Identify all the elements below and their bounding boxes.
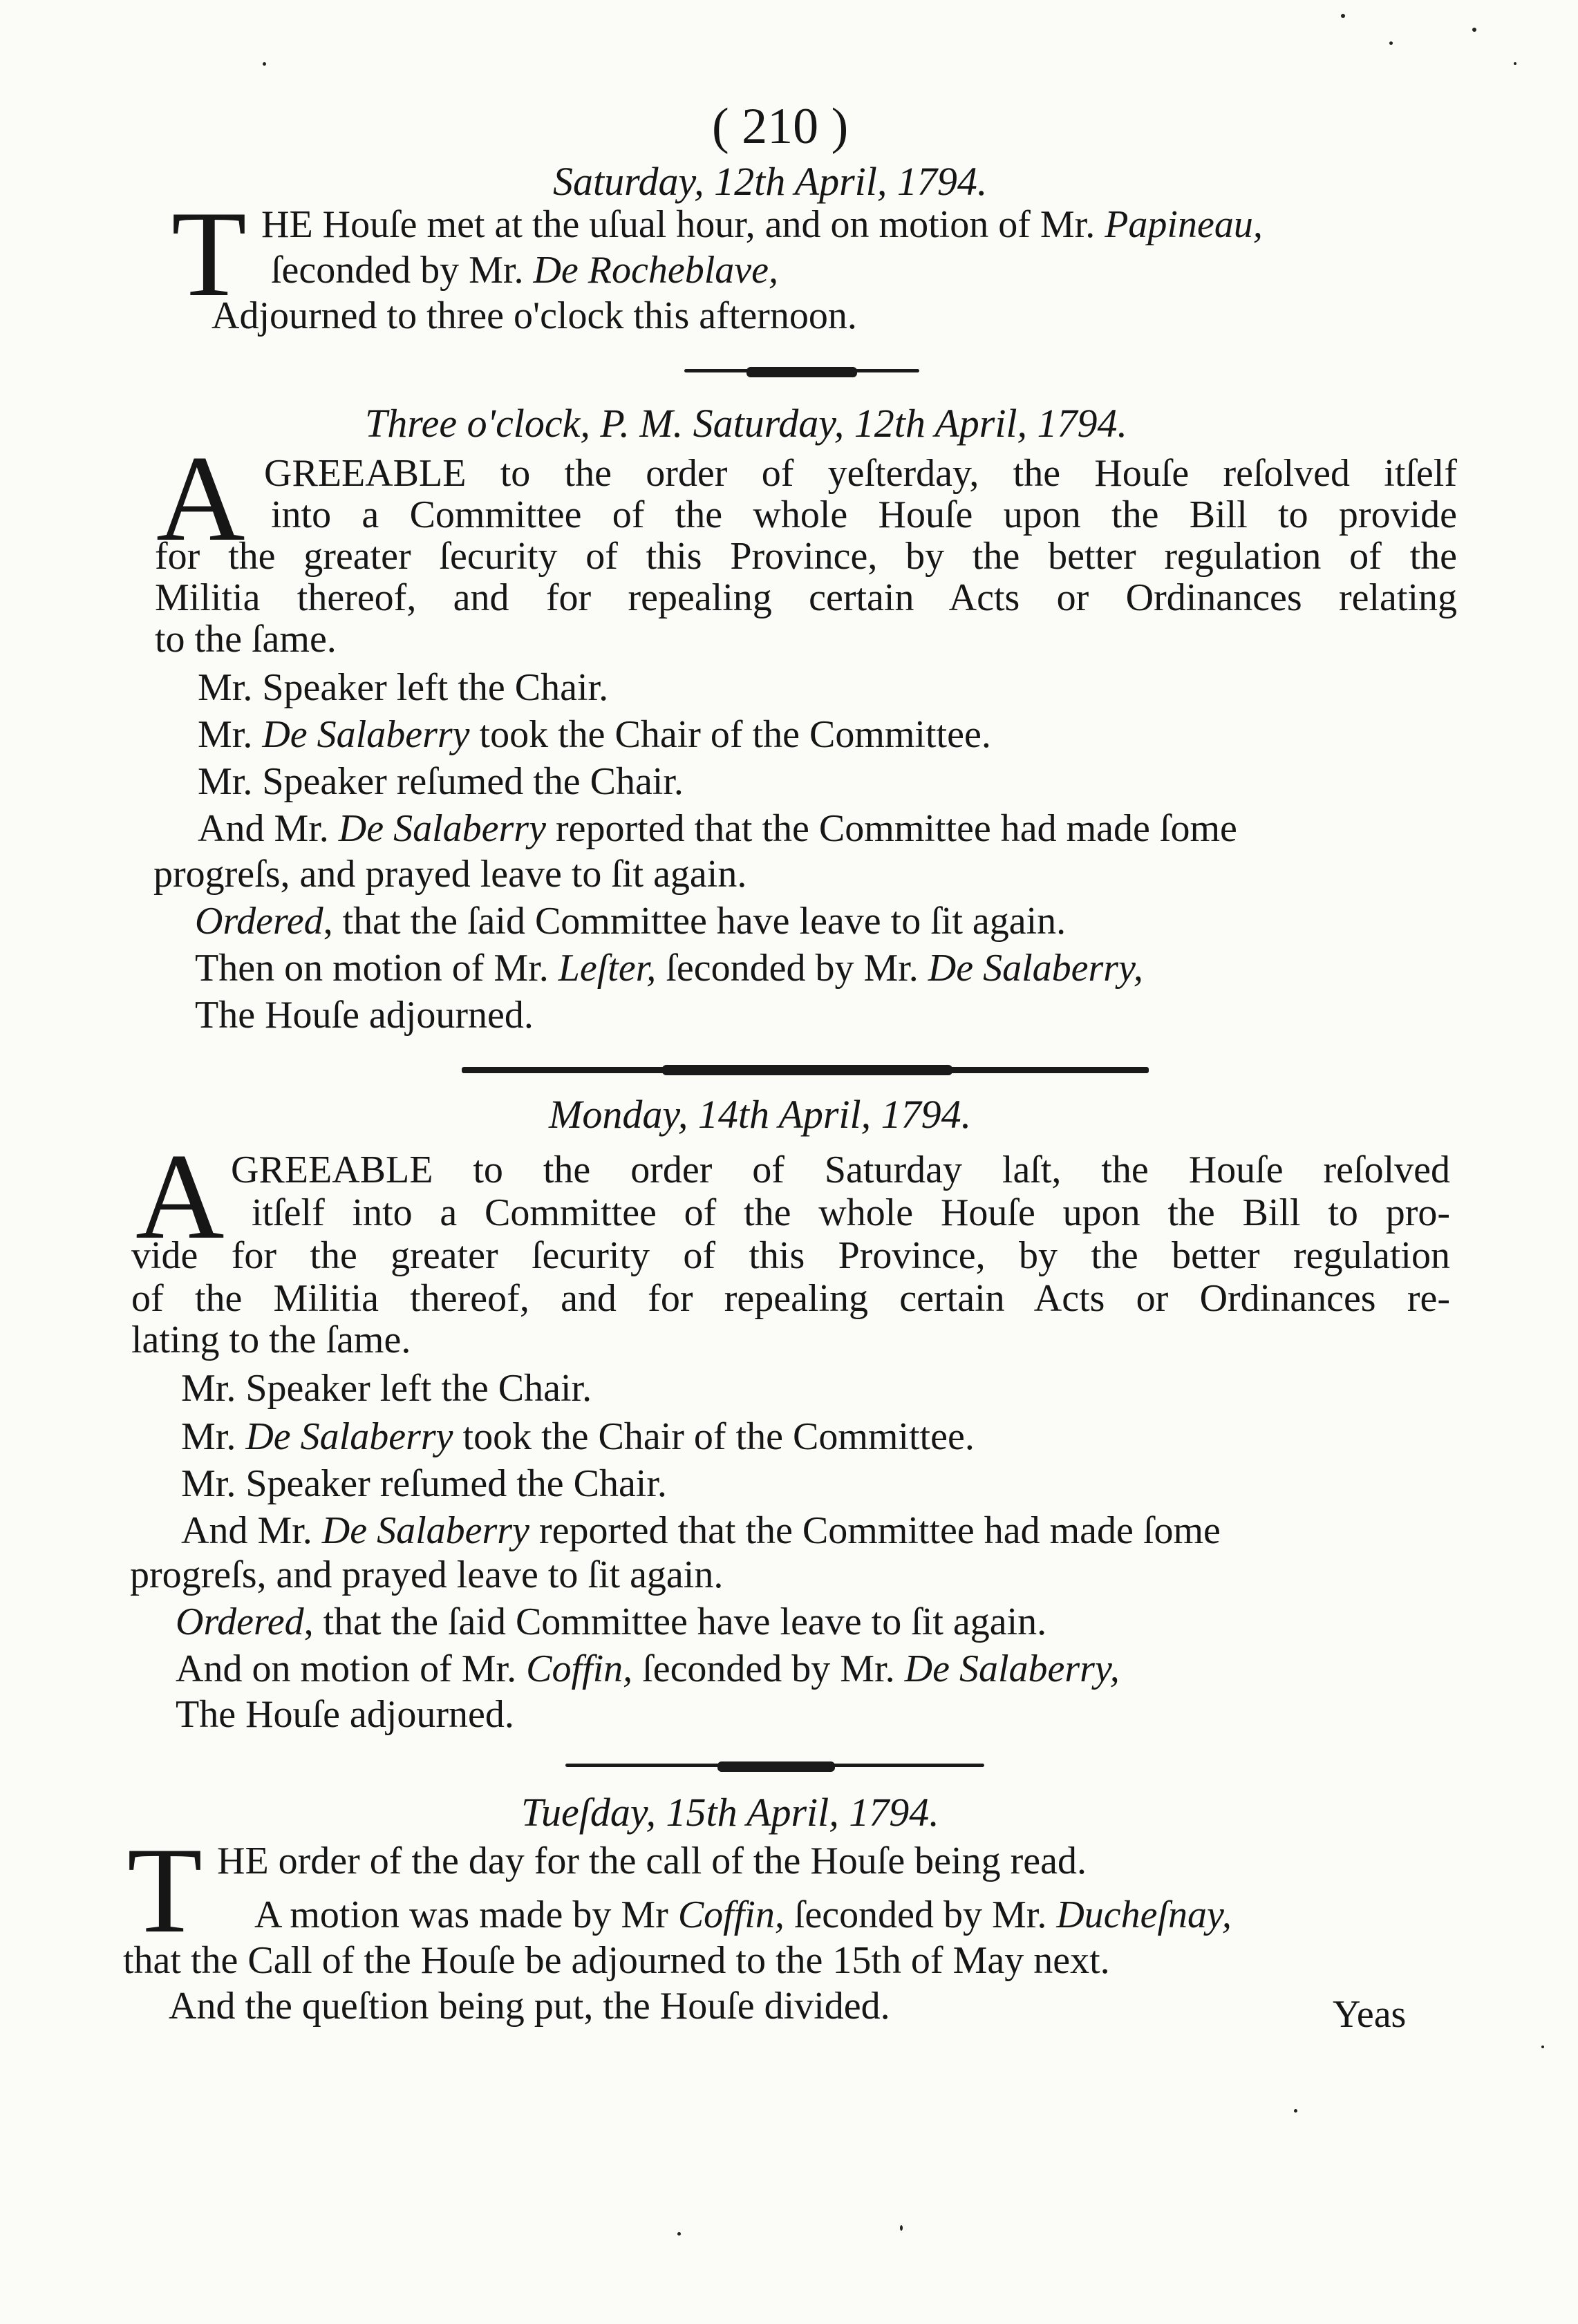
member-name: Coffin,: [677, 1893, 785, 1936]
text-line: And Mr. De Salaberry reported that the Committee had made ſome: [198, 807, 1237, 850]
text-line: The Houſe adjourned.: [176, 1693, 514, 1736]
catchword: Yeas: [1333, 1993, 1407, 2036]
text-line: And on motion of Mr. Coffin, ſeconded by Mr. De Salaberry,: [176, 1647, 1120, 1690]
text-line: Mr. De Salaberry took the Chair of the Committee.: [181, 1415, 975, 1458]
section-heading: Three o'clock, P. M. Saturday, 12th April, 1794.: [365, 401, 1128, 446]
text-line: Mr. Speaker reſumed the Chair.: [198, 760, 684, 803]
text-line: into a Committee of the whole Houſe upon the Bill to provide: [271, 493, 1457, 536]
text-line: Mr. Speaker left the Chair.: [181, 1367, 592, 1410]
section-heading: Tueſday, 15th April, 1794.: [521, 1790, 939, 1835]
text-line: of the Militia thereof, and for repealing certain Acts or Ordinances re-: [131, 1277, 1450, 1320]
scan-speck: [263, 62, 266, 66]
text-line: And Mr. De Salaberry reported that the Committee had made ſome: [181, 1509, 1221, 1552]
member-name: De Rocheblave,: [533, 249, 778, 292]
text-line: GREEABLE to the order of yeſterday, the Houſe reſolved itſelf: [264, 452, 1457, 495]
text-line: And the queſtion being put, the Houſe divided.: [169, 1985, 890, 2028]
scan-speck: [1541, 2046, 1544, 2048]
page-number: ( 210 ): [712, 98, 849, 155]
text-line: that the Call of the Houſe be adjourned to the 15th of May next.: [123, 1939, 1110, 1982]
text-line: Adjourned to three o'clock this afternoon.: [212, 294, 857, 337]
text-line: Ordered, that the ſaid Committee have leave to ſit again.: [195, 900, 1067, 943]
member-name: Coffin,: [526, 1647, 633, 1690]
scan-speck: [1514, 62, 1516, 65]
text-line: ſeconded by Mr. De Rocheblave,: [271, 249, 778, 292]
text-line: lating to the ſame.: [131, 1319, 411, 1361]
text-line: Mr. Speaker reſumed the Chair.: [181, 1462, 667, 1505]
drop-cap: A: [156, 430, 245, 567]
text-line: vide for the greater ſecurity of this Province, by the better regulation: [131, 1234, 1450, 1277]
scan-speck: [900, 2225, 903, 2231]
scan-speck: [1389, 41, 1393, 45]
text-line: The Houſe adjourned.: [195, 994, 534, 1037]
text-line: A motion was made by Mr Coffin, ſeconded by Mr. Ducheſnay,: [254, 1893, 1232, 1936]
member-name: De Salaberry: [338, 807, 546, 850]
text-line: for the greater ſecurity of this Province, by the better regulation of the: [155, 535, 1457, 578]
member-name: Leſter,: [558, 947, 657, 990]
member-name: De Salaberry: [321, 1509, 529, 1552]
text-line: Mr. Speaker left the Chair.: [198, 666, 609, 709]
text-line: HE Houſe met at the uſual hour, and on motion of Mr. Papineau,: [261, 203, 1263, 246]
drop-cap: T: [127, 1822, 203, 1958]
section-heading: Monday, 14th April, 1794.: [549, 1092, 972, 1137]
text-line: to the ſame.: [155, 618, 337, 661]
scan-speck: [1472, 28, 1476, 32]
text-line: Mr. De Salaberry took the Chair of the Committee.: [198, 713, 991, 756]
member-name: Papineau,: [1105, 203, 1263, 246]
drop-cap: A: [135, 1128, 225, 1265]
drop-cap: T: [171, 185, 247, 322]
text-line: GREEABLE to the order of Saturday laſt, the Houſe reſolved: [231, 1149, 1450, 1191]
scan-speck: [677, 2232, 681, 2236]
text-line: progreſs, and prayed leave to ſit again.: [153, 853, 747, 896]
text-line: itſelf into a Committee of the whole Houſe upon the Bill to pro-: [252, 1191, 1450, 1234]
text-line: Then on motion of Mr. Leſter, ſeconded by Mr. De Salaberry,: [195, 947, 1143, 990]
text-line: HE order of the day for the call of the Houſe being read.: [217, 1840, 1087, 1882]
member-name: De Salaberry,: [928, 947, 1143, 990]
scan-speck: [1341, 14, 1345, 18]
member-name: De Salaberry: [262, 713, 470, 756]
text-line: Militia thereof, and for repealing certain Acts or Ordinances relating: [155, 576, 1457, 619]
section-rule: [684, 369, 919, 372]
section-rule: [462, 1067, 1149, 1073]
section-heading: Saturday, 12th April, 1794.: [553, 159, 988, 204]
scan-speck: [1294, 2109, 1297, 2113]
ordered-label: Ordered: [176, 1600, 304, 1643]
ordered-label: Ordered: [195, 900, 323, 943]
member-name: Ducheſnay,: [1056, 1893, 1232, 1936]
section-rule: [565, 1764, 984, 1767]
text-line: progreſs, and prayed leave to ſit again.: [130, 1553, 724, 1596]
text-line: Ordered, that the ſaid Committee have leave to ſit again.: [176, 1600, 1047, 1643]
member-name: De Salaberry,: [904, 1647, 1120, 1690]
member-name: De Salaberry: [245, 1415, 453, 1458]
